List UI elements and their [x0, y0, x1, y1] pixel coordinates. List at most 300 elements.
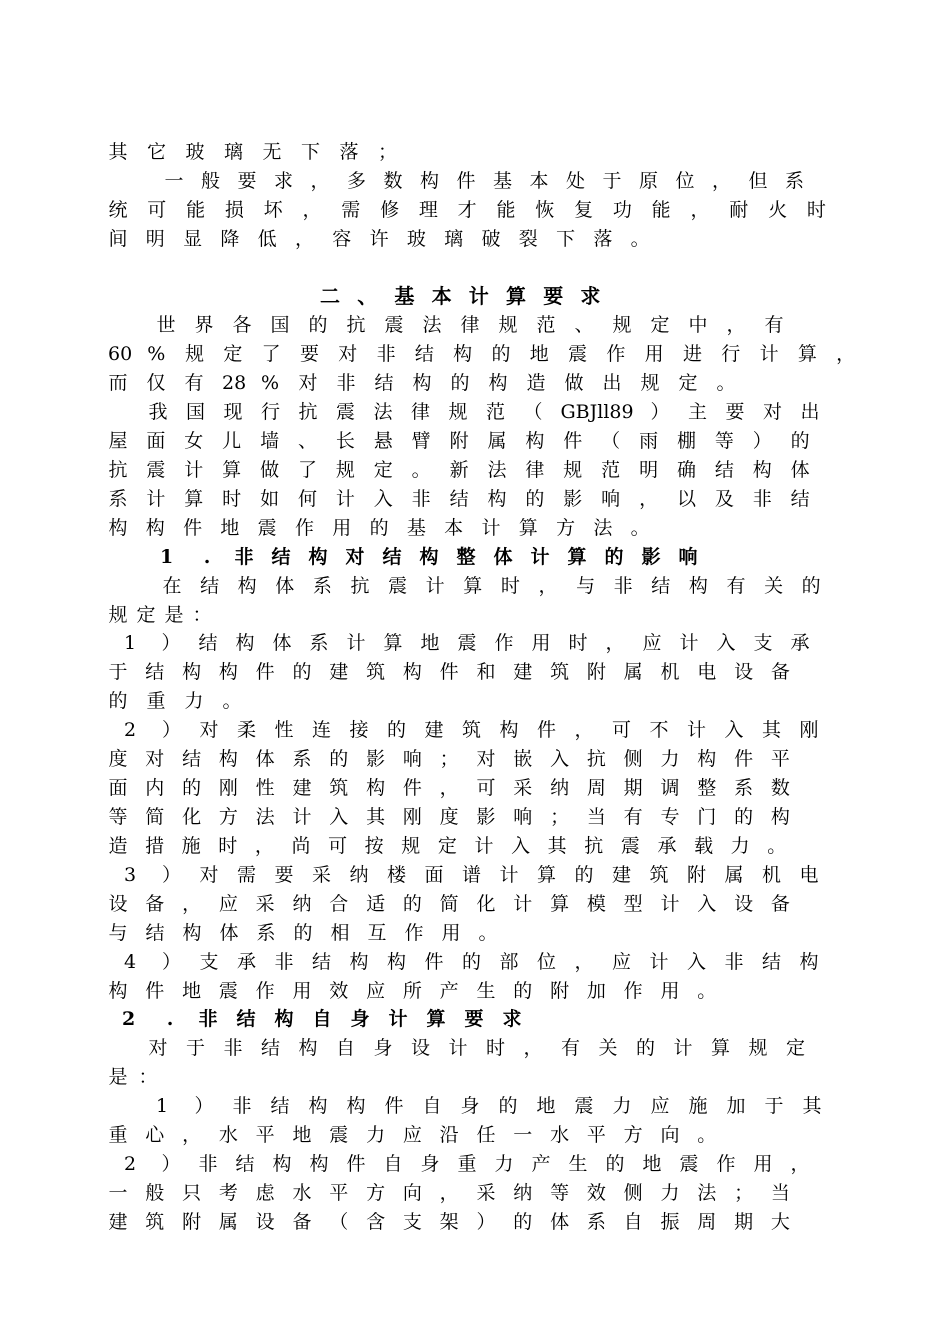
- text-glyph: 确: [676, 459, 696, 481]
- text-glyph: 构: [419, 546, 439, 568]
- text-glyph: 出: [800, 401, 820, 423]
- text-glyph: 件: [145, 980, 165, 1002]
- text-glyph: 影: [563, 488, 583, 510]
- text-glyph: ，: [294, 228, 314, 250]
- text-glyph: 的: [386, 719, 406, 741]
- text-glyph: 作: [404, 922, 424, 944]
- text-glyph: 要: [543, 284, 564, 308]
- text-glyph: 等: [714, 430, 734, 452]
- text-glyph: 震: [146, 459, 166, 481]
- text-glyph: 。: [716, 372, 736, 394]
- text-glyph: 数: [383, 170, 403, 192]
- text-glyph: 计: [660, 893, 680, 915]
- text-glyph: 构: [366, 777, 386, 799]
- text-glyph: 构: [499, 719, 519, 741]
- text-glyph: 加: [586, 980, 606, 1002]
- text-glyph: 非: [198, 1008, 218, 1030]
- text-glyph: 适: [366, 893, 386, 915]
- text-glyph: 可: [476, 777, 496, 799]
- text-glyph: 法: [593, 517, 613, 539]
- text-glyph: 的: [182, 777, 202, 799]
- text-glyph: 关: [598, 1037, 618, 1059]
- text-glyph: 应: [611, 951, 631, 973]
- text-glyph: 。: [478, 922, 498, 944]
- text-glyph: 用: [441, 922, 461, 944]
- text-glyph: 件: [734, 748, 754, 770]
- text-glyph: 其: [366, 806, 386, 828]
- text-glyph: 楼: [386, 864, 406, 886]
- text-glyph: 震: [620, 835, 640, 857]
- text-glyph: 周: [586, 777, 606, 799]
- text-glyph: ，: [574, 719, 594, 741]
- text-glyph: 含: [366, 1211, 386, 1233]
- text-glyph: 计: [468, 284, 489, 308]
- text-glyph: 计: [499, 864, 519, 886]
- text-glyph: 建: [424, 719, 444, 741]
- text-glyph: 进: [682, 343, 702, 365]
- text-glyph: 。: [411, 459, 431, 481]
- text-glyph: 体: [272, 632, 292, 654]
- text-glyph: 入: [697, 893, 717, 915]
- text-glyph: 算: [550, 893, 570, 915]
- text-glyph: 设: [734, 661, 754, 683]
- text-glyph: 地: [642, 1153, 662, 1175]
- text-glyph: ）: [161, 719, 181, 741]
- text-glyph: ，: [439, 1182, 459, 1204]
- text-glyph: 构: [218, 661, 238, 683]
- text-glyph: 度: [439, 806, 459, 828]
- text-glyph: 结: [761, 951, 781, 973]
- text-glyph: 我: [148, 401, 168, 423]
- text-glyph: 尚: [291, 835, 311, 857]
- text-glyph: 体: [493, 546, 513, 568]
- text-glyph: 定: [678, 372, 698, 394]
- text-glyph: 备: [770, 661, 790, 683]
- text-glyph: 非: [274, 951, 294, 973]
- text-glyph: 大: [770, 1211, 790, 1233]
- text-glyph: 结: [200, 575, 220, 597]
- text-glyph: 关: [764, 575, 784, 597]
- text-glyph: 响: [601, 488, 621, 510]
- text-glyph: 计: [686, 719, 706, 741]
- text-glyph: 加: [726, 1095, 746, 1117]
- text-glyph: 调: [660, 777, 680, 799]
- text-glyph: 非: [613, 575, 633, 597]
- text-glyph: 规: [108, 604, 128, 626]
- text-glyph: 效: [329, 980, 349, 1002]
- text-glyph: 自: [312, 1008, 332, 1030]
- text-glyph: ，: [690, 199, 710, 221]
- text-glyph: 附: [182, 1211, 202, 1233]
- text-glyph: 本: [431, 284, 452, 308]
- text-glyph: 非: [336, 372, 356, 394]
- text-glyph: 如: [260, 488, 280, 510]
- text-glyph: 作: [623, 980, 643, 1002]
- text-glyph: 对: [345, 546, 365, 568]
- text-glyph: 范: [601, 459, 621, 481]
- text-glyph: 构: [487, 488, 507, 510]
- text-glyph: 入: [373, 488, 393, 510]
- text-glyph: 件: [255, 661, 275, 683]
- text-glyph: 系: [256, 922, 276, 944]
- text-glyph: 要: [237, 170, 257, 192]
- text-glyph: 及: [714, 488, 734, 510]
- text-glyph: 其: [547, 835, 567, 857]
- text-glyph: 附: [586, 661, 606, 683]
- text-glyph: 谱: [461, 864, 481, 886]
- text-glyph: 系: [784, 170, 804, 192]
- text-glyph: 构: [525, 430, 545, 452]
- text-glyph: ）: [161, 951, 181, 973]
- text-glyph: 采: [311, 864, 331, 886]
- text-glyph: 系: [292, 748, 312, 770]
- text-glyph: 身: [350, 1008, 370, 1030]
- text-glyph: 计: [184, 459, 204, 481]
- text-glyph: 要: [725, 401, 745, 423]
- text-glyph: 方: [623, 1124, 643, 1146]
- text-glyph: 作: [606, 343, 626, 365]
- text-glyph: 结: [260, 1037, 280, 1059]
- text-glyph: 平: [586, 1124, 606, 1146]
- text-glyph: 产: [531, 1153, 551, 1175]
- text-glyph: 建: [329, 661, 349, 683]
- text-glyph: 落: [593, 228, 613, 250]
- text-glyph: 恢: [535, 199, 555, 221]
- text-glyph: 基: [492, 170, 512, 192]
- text-glyph: 求: [580, 284, 601, 308]
- text-glyph: 造: [526, 372, 546, 394]
- text-glyph: 影: [476, 806, 496, 828]
- text-glyph: ，: [711, 170, 731, 192]
- text-glyph: 平: [329, 1182, 349, 1204]
- text-glyph: 建: [292, 777, 312, 799]
- text-glyph: 能: [186, 199, 206, 221]
- text-glyph: 震: [679, 1153, 699, 1175]
- text-glyph: 载: [694, 835, 714, 857]
- text-glyph: 用: [753, 1153, 773, 1175]
- text-glyph: 生: [568, 1153, 588, 1175]
- text-glyph: 界: [194, 314, 214, 336]
- text-glyph: 需: [236, 864, 256, 886]
- text-glyph: ；: [377, 141, 397, 163]
- text-glyph: 抗: [584, 835, 604, 857]
- text-glyph: 件: [384, 1095, 404, 1117]
- text-glyph: 结: [382, 546, 402, 568]
- text-glyph: 的: [790, 430, 810, 452]
- text-glyph: 简: [145, 806, 165, 828]
- text-glyph: 要: [464, 1008, 484, 1030]
- text-glyph: 基: [406, 517, 426, 539]
- text-glyph: 体: [550, 1211, 570, 1233]
- text-glyph: 构: [752, 459, 772, 481]
- text-glyph: ，: [523, 1037, 543, 1059]
- text-glyph: 的: [293, 922, 313, 944]
- text-glyph: %: [260, 372, 280, 394]
- text-glyph: 儿: [222, 430, 242, 452]
- text-glyph: 玻: [406, 228, 426, 250]
- text-glyph: 刚: [402, 806, 422, 828]
- text-glyph: 筑: [461, 719, 481, 741]
- text-glyph: 非: [724, 951, 744, 973]
- text-glyph: 雨: [639, 430, 659, 452]
- text-glyph: 对: [145, 748, 165, 770]
- text-glyph: 何: [297, 488, 317, 510]
- text-glyph: 入: [686, 951, 706, 973]
- text-glyph: 身: [373, 1037, 393, 1059]
- text-glyph: 范: [485, 401, 505, 423]
- text-glyph: 结: [449, 488, 469, 510]
- text-glyph: 应: [218, 893, 238, 915]
- text-glyph: 属: [623, 661, 643, 683]
- text-glyph: 水: [292, 1182, 312, 1204]
- text-glyph: 筑: [550, 661, 570, 683]
- text-glyph: 耐: [729, 199, 749, 221]
- text-glyph: 件: [424, 951, 444, 973]
- text-glyph: 悬: [373, 430, 393, 452]
- text-glyph: 明: [639, 459, 659, 481]
- text-glyph: 重: [108, 1124, 128, 1146]
- text-glyph: 2: [124, 719, 137, 741]
- text-glyph: 能: [651, 199, 671, 221]
- text-glyph: 屋: [108, 430, 128, 452]
- text-glyph: 部: [499, 951, 519, 973]
- text-glyph: 平: [255, 1124, 275, 1146]
- text-glyph: 系: [108, 488, 128, 510]
- text-glyph: 对: [476, 748, 496, 770]
- text-glyph: 一: [164, 170, 184, 192]
- text-glyph: 位: [536, 951, 556, 973]
- text-glyph: ）: [476, 1211, 496, 1233]
- text-glyph: 用: [660, 980, 680, 1002]
- text-glyph: 的: [402, 893, 422, 915]
- text-glyph: 附: [550, 980, 570, 1002]
- text-glyph: 结: [145, 922, 165, 944]
- text-glyph: 只: [182, 1182, 202, 1204]
- text-glyph: 时: [806, 199, 826, 221]
- text-glyph: 主: [687, 401, 707, 423]
- text-glyph: 件: [456, 170, 476, 192]
- text-glyph: 落: [339, 141, 359, 163]
- text-glyph: ）: [161, 632, 181, 654]
- text-glyph: 体: [255, 748, 275, 770]
- text-glyph: 有: [184, 372, 204, 394]
- text-glyph: 长: [335, 430, 355, 452]
- text-glyph: 抗: [346, 314, 366, 336]
- text-glyph: 系: [586, 1211, 606, 1233]
- text-glyph: 一: [513, 1124, 533, 1146]
- text-glyph: 影: [366, 748, 386, 770]
- text-glyph: 构: [108, 980, 128, 1002]
- text-glyph: ）: [161, 1153, 181, 1175]
- text-glyph: 算: [518, 517, 538, 539]
- text-glyph: 构: [145, 517, 165, 539]
- text-glyph: 应: [402, 1124, 422, 1146]
- text-glyph: 玻: [185, 141, 205, 163]
- text-glyph: 振: [660, 1211, 680, 1233]
- text-glyph: 性: [274, 719, 294, 741]
- text-glyph: 筑: [649, 864, 669, 886]
- text-glyph: 作: [716, 1153, 736, 1175]
- text-glyph: 建: [513, 661, 533, 683]
- text-glyph: 建: [611, 864, 631, 886]
- text-glyph: 有: [764, 314, 784, 336]
- text-glyph: 响: [402, 748, 422, 770]
- text-glyph: 震: [384, 314, 404, 336]
- text-glyph: 水: [550, 1124, 570, 1146]
- text-glyph: 行: [260, 401, 280, 423]
- text-glyph: 其: [802, 1095, 822, 1117]
- text-glyph: 构: [799, 951, 819, 973]
- text-glyph: 行: [721, 343, 741, 365]
- text-glyph: 了: [297, 459, 317, 481]
- text-glyph: 机: [761, 864, 781, 886]
- text-glyph: 体: [219, 922, 239, 944]
- text-glyph: 本: [529, 170, 549, 192]
- text-glyph: 。: [630, 228, 650, 250]
- text-glyph: 电: [697, 661, 717, 683]
- text-glyph: 构: [308, 1095, 328, 1117]
- text-glyph: 响: [513, 806, 533, 828]
- text-glyph: 一: [108, 1182, 128, 1204]
- text-glyph: 统: [108, 199, 128, 221]
- text-glyph: 裂: [518, 228, 538, 250]
- text-glyph: 出: [602, 372, 622, 394]
- text-glyph: 计: [448, 1037, 468, 1059]
- text-glyph: 构: [308, 546, 328, 568]
- text-glyph: 作: [255, 980, 275, 1002]
- text-glyph: 计: [649, 951, 669, 973]
- text-glyph: 体: [790, 459, 810, 481]
- text-glyph: 下: [300, 141, 320, 163]
- text-glyph: 结: [714, 459, 734, 481]
- text-glyph: 的: [801, 575, 821, 597]
- text-glyph: 当: [770, 1182, 790, 1204]
- text-glyph: 国: [270, 314, 290, 336]
- text-glyph: 2: [122, 1008, 136, 1030]
- text-glyph: 面: [424, 864, 444, 886]
- text-glyph: 的: [574, 864, 594, 886]
- text-glyph: 规: [563, 459, 583, 481]
- text-glyph: 构: [386, 951, 406, 973]
- text-glyph: 效: [586, 1182, 606, 1204]
- text-glyph: 律: [525, 459, 545, 481]
- text-glyph: 可: [147, 199, 167, 221]
- text-glyph: 。: [697, 980, 717, 1002]
- text-glyph: 做: [564, 372, 584, 394]
- text-glyph: 计: [759, 343, 779, 365]
- text-glyph: 不: [649, 719, 669, 741]
- text-glyph: 、: [357, 284, 378, 308]
- text-glyph: 门: [697, 806, 717, 828]
- text-glyph: 的: [108, 690, 128, 712]
- text-glyph: 备: [292, 1211, 312, 1233]
- text-glyph: 纳: [292, 893, 312, 915]
- text-glyph: 算: [567, 546, 587, 568]
- text-glyph: 身: [420, 1153, 440, 1175]
- text-glyph: 可: [611, 719, 631, 741]
- text-glyph: 方: [556, 517, 576, 539]
- text-glyph: 复: [574, 199, 594, 221]
- text-glyph: 产: [439, 980, 459, 1002]
- text-glyph: 构: [272, 1153, 292, 1175]
- text-glyph: 时: [500, 575, 520, 597]
- text-glyph: 有: [726, 575, 746, 597]
- text-glyph: 功: [612, 199, 632, 221]
- text-glyph: 的: [308, 314, 328, 336]
- text-glyph: 地: [292, 1124, 312, 1146]
- text-glyph: 系: [309, 632, 329, 654]
- text-glyph: 任: [476, 1124, 496, 1146]
- text-glyph: 构: [770, 806, 790, 828]
- text-glyph: 处: [565, 170, 585, 192]
- text-glyph: 对: [199, 864, 219, 886]
- text-glyph: 的: [450, 372, 470, 394]
- text-glyph: 时: [218, 835, 238, 857]
- text-glyph: 平: [770, 748, 790, 770]
- text-glyph: 抗: [350, 575, 370, 597]
- text-glyph: 有: [560, 1037, 580, 1059]
- text-glyph: 规: [401, 835, 421, 857]
- text-glyph: 相: [330, 922, 350, 944]
- text-glyph: 构: [412, 372, 432, 394]
- text-glyph: 互: [367, 922, 387, 944]
- text-glyph: 的: [734, 806, 754, 828]
- text-glyph: 设: [108, 893, 128, 915]
- text-glyph: 构: [309, 1153, 329, 1175]
- text-glyph: 但: [748, 170, 768, 192]
- text-glyph: 本: [444, 517, 464, 539]
- text-glyph: 作: [494, 632, 514, 654]
- text-glyph: 构: [697, 748, 717, 770]
- text-glyph: 地: [420, 632, 440, 654]
- text-glyph: 规: [748, 1037, 768, 1059]
- text-glyph: 考: [218, 1182, 238, 1204]
- text-glyph: 算: [426, 1008, 446, 1030]
- text-glyph: 28: [222, 372, 247, 394]
- text-glyph: 般: [200, 170, 220, 192]
- text-glyph: 向: [660, 1124, 680, 1146]
- text-glyph: 的: [604, 546, 624, 568]
- text-glyph: 结: [182, 748, 202, 770]
- text-glyph: ；: [439, 748, 459, 770]
- text-glyph: 入: [329, 806, 349, 828]
- text-glyph: 抗: [586, 748, 606, 770]
- text-glyph: 其: [108, 141, 128, 163]
- text-glyph: 求: [502, 1008, 522, 1030]
- text-glyph: 的: [635, 1037, 655, 1059]
- text-glyph: 结: [651, 575, 671, 597]
- text-glyph: 结: [374, 372, 394, 394]
- text-glyph: 与: [108, 922, 128, 944]
- text-glyph: 算: [506, 284, 526, 308]
- text-glyph: 于: [185, 1037, 205, 1059]
- text-glyph: 整: [697, 777, 717, 799]
- text-glyph: 嵌: [513, 748, 533, 770]
- text-glyph: ）: [752, 430, 772, 452]
- text-glyph: 设: [255, 1211, 275, 1233]
- text-glyph: 备: [770, 893, 790, 915]
- text-glyph: 简: [439, 893, 459, 915]
- text-glyph: 属: [487, 430, 507, 452]
- text-glyph: 它: [146, 141, 166, 163]
- text-glyph: 化: [476, 893, 496, 915]
- text-glyph: 刚: [218, 777, 238, 799]
- text-glyph: 合: [329, 893, 349, 915]
- text-glyph: 对: [148, 1037, 168, 1059]
- text-glyph: 结: [145, 661, 165, 683]
- text-glyph: 对: [298, 372, 318, 394]
- text-glyph: 柔: [236, 719, 256, 741]
